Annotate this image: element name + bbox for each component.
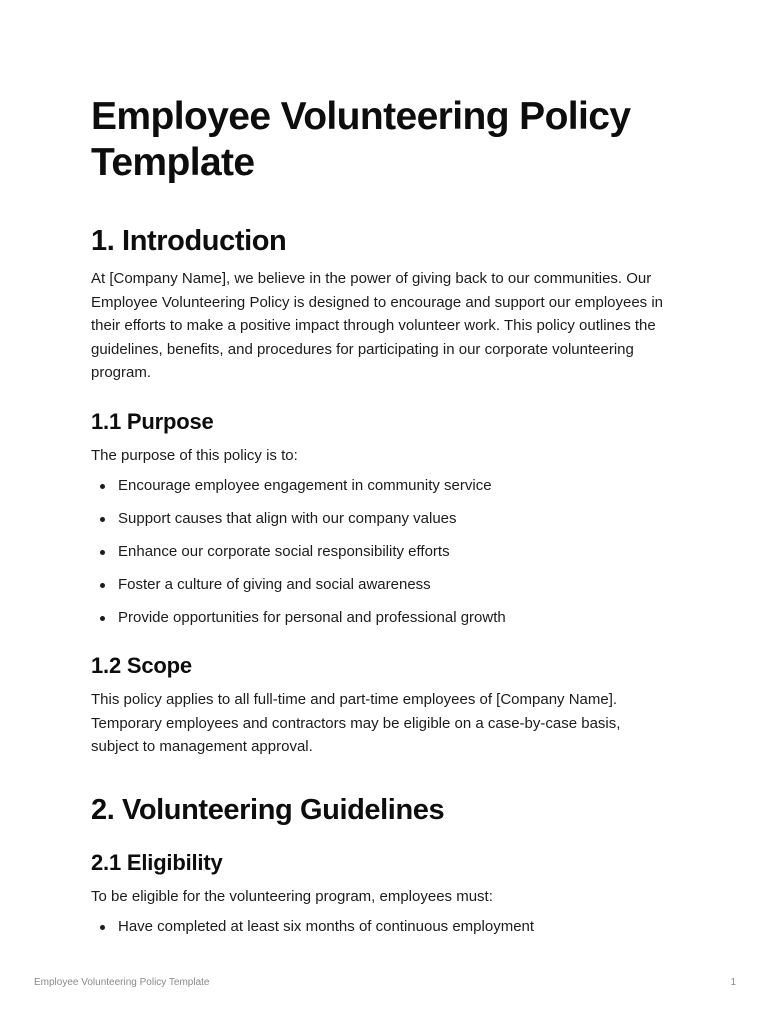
subsection-heading-scope: 1.2 Scope — [91, 653, 192, 678]
bullet-icon — [100, 517, 105, 522]
list-item-text: Have completed at least six months of continuous employment — [118, 918, 535, 935]
page-number: 1 — [730, 977, 736, 988]
subsection-heading-purpose: 1.1 Purpose — [91, 408, 214, 434]
list-item-text: Enhance our corporate social responsibility efforts — [118, 543, 450, 560]
purpose-lead-text: The purpose of this policy is to: — [91, 446, 298, 464]
list-item — [91, 917, 681, 937]
eligibility-lead-text: To be eligible for the volunteering program, employees must: — [91, 887, 493, 905]
list-item — [91, 509, 681, 529]
section-heading-introduction: 1. Introduction — [91, 225, 287, 257]
list-item — [91, 575, 681, 595]
list-item — [91, 608, 681, 628]
introduction-paragraph: At [Company Name], we believe in the power of giving back to our communities. Our Employee Volunteering Policy is designed to encourage and support our employees in their efforts to make a positive impact through volunteer work. This policy outlines the guidelines, benefits, and procedures for participating in our corporate volunteering program. — [91, 270, 664, 381]
subsection-heading-eligibility: 2.1 Eligibility — [91, 849, 223, 875]
list-item-text: Foster a culture of giving and social awareness — [118, 576, 431, 593]
footer-title: Employee Volunteering Policy Template — [34, 977, 210, 988]
list-item — [91, 542, 681, 562]
list-item-text: Support causes that align with our company values — [118, 510, 457, 527]
list-item — [91, 476, 681, 496]
bullet-icon — [100, 550, 105, 555]
bullet-icon — [100, 616, 105, 621]
section-heading-volunteering-guidelines: 2. Volunteering Guidelines — [91, 793, 445, 826]
list-item-text: Provide opportunities for personal and professional growth — [118, 609, 506, 626]
scope-paragraph: This policy applies to all full-time and part-time employees of [Company Name]. Temporary employees and contractors may be eligible on a case-by-case basis, subject to management approval. — [91, 691, 621, 755]
eligibility-list — [91, 917, 681, 937]
purpose-list — [91, 476, 681, 628]
bullet-icon — [100, 484, 105, 489]
document-page — [91, 94, 681, 937]
bullet-icon — [100, 925, 105, 930]
bullet-icon — [100, 583, 105, 588]
document-title: Employee Volunteering Policy Template — [91, 95, 631, 184]
list-item-text: Encourage employee engagement in community service — [118, 477, 492, 494]
